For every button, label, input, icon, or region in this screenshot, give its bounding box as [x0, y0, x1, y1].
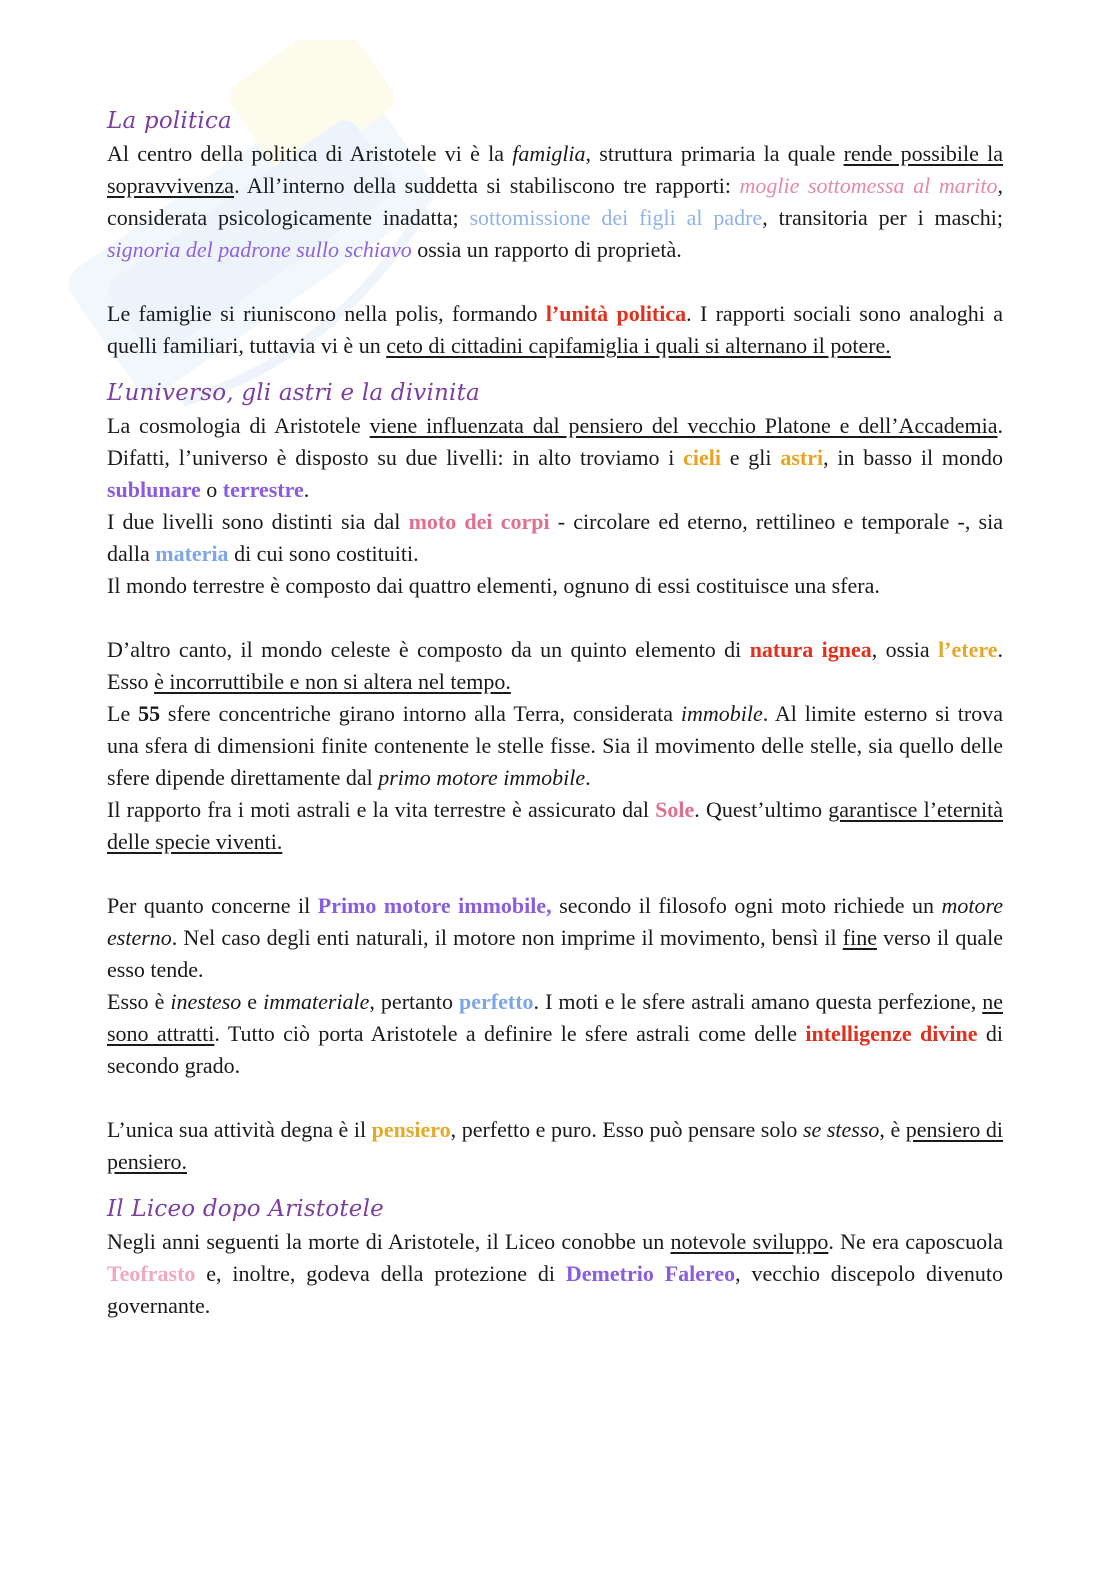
text-run: . Esso [107, 637, 1003, 694]
paragraph [107, 506, 1003, 570]
text-run: . [585, 765, 591, 790]
text-run: . Quest’ultimo [694, 797, 829, 822]
text-run: . I moti e le sfere astrali amano questa perfezione, [533, 989, 983, 1014]
text-run: moto dei corpi [408, 509, 550, 534]
paragraph [107, 570, 1003, 602]
paragraph [107, 1226, 1003, 1322]
text-run: La cosmologia di Aristotele [107, 413, 370, 438]
paragraph-spacer [107, 266, 1003, 298]
text-run: se stesso [802, 1117, 880, 1142]
text-run: di cui sono costituiti. [228, 541, 419, 566]
text-run: pensiero [371, 1117, 451, 1142]
text-run: di secondo grado. [107, 1021, 1003, 1078]
text-run: I due livelli sono distinti sia dal [107, 509, 409, 534]
text-run: signoria del padrone sullo schiavo [107, 237, 412, 262]
text-run: verso il quale esso tende. [107, 925, 1003, 982]
paragraph [107, 298, 1003, 362]
text-run: l’unità politica [545, 301, 687, 326]
text-run: ossia un rapporto di proprietà. [411, 237, 682, 262]
text-run: natura ignea [749, 637, 872, 662]
text-run: , ossia [871, 637, 939, 662]
text-run: . All’interno della suddetta si stabiliscono tre rapporti: [234, 173, 740, 198]
text-run: moglie sottomessa al marito [739, 173, 998, 198]
text-run: , pertanto [369, 989, 460, 1014]
paragraph [107, 1114, 1003, 1178]
text-run: . Ne era caposcuola [828, 1229, 1003, 1254]
paragraph [107, 634, 1003, 698]
text-run: pensiero di pensiero. [107, 1117, 1003, 1174]
text-run: Il rapporto fra i moti astrali e la vita terrestre è assicurato dal [107, 797, 656, 822]
text-run: viene influenzata dal pensiero del vecchio Platone e dell’Accademia [369, 413, 998, 438]
text-run: 55 [138, 701, 161, 726]
text-run: , è [879, 1117, 906, 1142]
text-run: famiglia [512, 141, 586, 166]
text-run: o [200, 477, 223, 502]
text-run: , vecchio discepolo divenuto governante. [107, 1261, 1003, 1318]
paragraph [107, 890, 1003, 986]
text-run: l’etere [938, 637, 998, 662]
text-run: . Difatti, l’universo è disposto su due livelli: in alto troviamo i [107, 413, 1003, 470]
text-run: , struttura primaria la quale [585, 141, 844, 166]
text-run: Negli anni seguenti la morte di Aristotele, il Liceo conobbe un [107, 1229, 671, 1254]
text-run: . I rapporti sociali sono analoghi a quelli familiari, tuttavia vi è un [107, 301, 1003, 358]
text-run: Demetrio Falereo [565, 1261, 736, 1286]
text-run: perfetto [459, 989, 534, 1014]
text-run: secondo il filosofo ogni moto richiede un [551, 893, 942, 918]
text-run: immobile [680, 701, 763, 726]
text-run: Il mondo terrestre è composto dai quattro elementi, ognuno di essi costituisce una sfera. [107, 573, 880, 598]
text-run: garantisce l’eternità delle specie viventi. [107, 797, 1003, 854]
text-run: notevole sviluppo [670, 1229, 829, 1254]
text-run: . Nel caso degli enti naturali, il motore non imprime il movimento, bensì il [171, 925, 843, 950]
paragraph [107, 138, 1003, 266]
text-run: sfere concentriche girano intorno alla Terra, considerata [160, 701, 681, 726]
text-run: Sole [655, 797, 695, 822]
section-heading: L’universo, gli astri e la divinita [107, 380, 480, 406]
paragraph-spacer [107, 1082, 1003, 1114]
text-run: cieli [683, 445, 721, 470]
text-run: fine [842, 925, 877, 950]
section-heading: Il Liceo dopo Aristotele [107, 1196, 384, 1222]
text-run: . Al limite esterno si trova una sfera di dimensioni finite contenente le stelle fisse. Sia il movimento delle stelle, sia quello delle sfere dipende direttamente dal [107, 701, 1003, 790]
section-spacer [107, 1178, 1003, 1192]
text-run: . [303, 477, 310, 502]
text-run: e, inoltre, godeva della protezione di [195, 1261, 566, 1286]
text-run: immateriale [263, 989, 370, 1014]
text-run: , in basso il mondo [823, 445, 1003, 470]
paragraph-spacer [107, 858, 1003, 890]
text-run: , considerata psicologicamente inadatta; [107, 173, 1003, 230]
text-run: Le [107, 701, 139, 726]
paragraph [107, 410, 1003, 506]
section-heading: La politica [107, 108, 232, 134]
text-run: Per quanto concerne il [107, 893, 318, 918]
text-run: sottomissione dei figli al padre [469, 205, 763, 230]
text-run: Esso è [107, 989, 171, 1014]
text-run: intelligenze divine [805, 1021, 978, 1046]
text-run: Al centro della politica di Aristotele vi è la [107, 141, 513, 166]
text-run: terrestre [222, 477, 304, 502]
paragraph [107, 698, 1003, 794]
text-run: Primo motore immobile, [317, 893, 552, 918]
text-run: e [241, 989, 264, 1014]
text-run: Le famiglie si riuniscono nella polis, formando [107, 301, 546, 326]
text-run: sublunare [107, 477, 201, 502]
text-run: astri [780, 445, 824, 470]
text-run: , transitoria per i maschi; [762, 205, 1003, 230]
text-run: D’altro canto, il mondo celeste è composto da un quinto elemento di [107, 637, 750, 662]
paragraph [107, 794, 1003, 858]
section-spacer [107, 362, 1003, 376]
text-run: . Tutto ciò porta Aristotele a definire le sfere astrali come delle [214, 1021, 806, 1046]
text-run: rende possibile la sopravvivenza [107, 141, 1003, 198]
text-run: Teofrasto [107, 1261, 196, 1286]
text-run: ceto di cittadini capifamiglia i quali si alternano il potere. [386, 333, 891, 358]
text-run: , perfetto e puro. Esso può pensare solo [450, 1117, 803, 1142]
paragraph-spacer [107, 602, 1003, 634]
text-run: L’unica sua attività degna è il [107, 1117, 372, 1142]
text-run: ne sono attratti [107, 989, 1003, 1046]
text-run: è incorruttibile e non si altera nel tempo. [154, 669, 511, 694]
document-body [107, 104, 1003, 1322]
text-run: motore esterno [107, 893, 1004, 950]
text-run: e gli [721, 445, 781, 470]
text-run: materia [155, 541, 229, 566]
text-run: primo motore immobile [378, 765, 586, 790]
paragraph [107, 986, 1003, 1082]
text-run: - circolare ed eterno, rettilineo e temporale -, sia dalla [107, 509, 1003, 566]
text-run: inesteso [170, 989, 242, 1014]
